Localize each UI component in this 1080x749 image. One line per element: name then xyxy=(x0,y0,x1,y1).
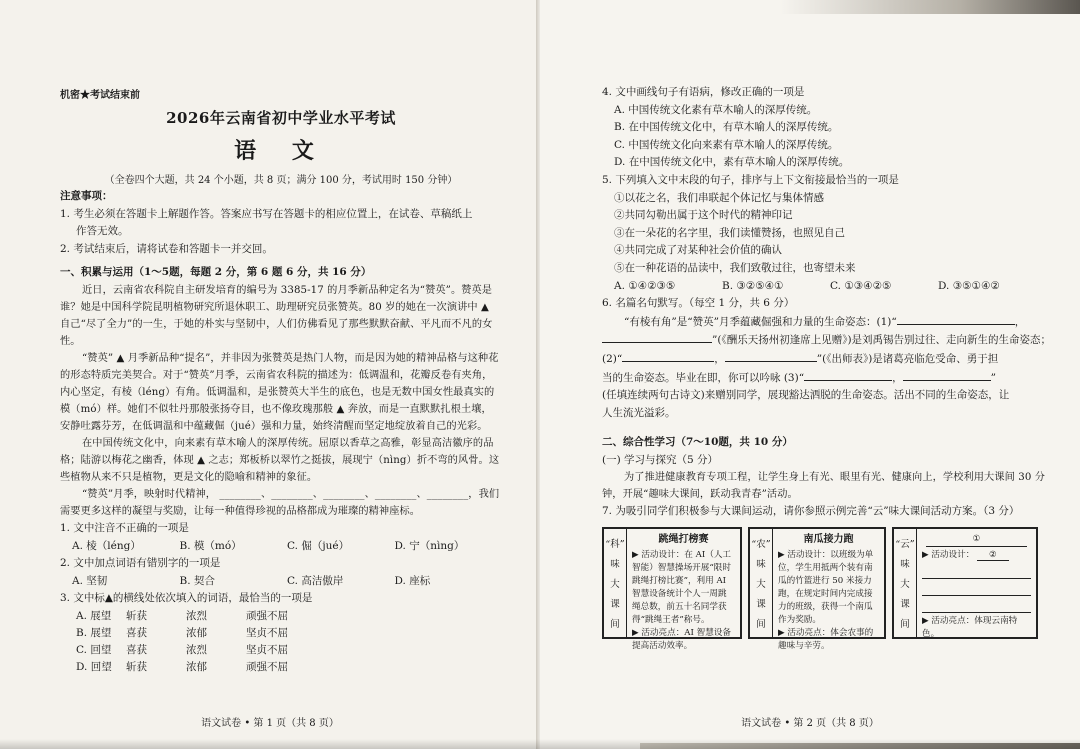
question-3: 3. 文中标▲的横线处依次填入的词语，最恰当的一项是 xyxy=(60,592,313,605)
sentence-item: ④共同完成了对某种社会价值的确认 xyxy=(614,244,782,257)
option-cell: A. 展望 xyxy=(76,609,112,622)
question-7: 7. 为吸引同学们积极参与大课间运动，请你参照示例完善“云”味大课间活动方案。（3 分） xyxy=(602,505,1020,518)
option-a: A. 棱（léng） xyxy=(72,539,141,552)
subject-title: 语 文 xyxy=(234,138,328,164)
page-footer: 语文试卷 • 第 1 页（共 8 页） xyxy=(201,718,339,729)
note-2: 2. 考试结束后，请将试卷和答题卡一并交回。 xyxy=(60,242,273,255)
question-2-options xyxy=(60,573,502,591)
answer-blank-1b[interactable] xyxy=(602,331,712,343)
option-cell: B. 展望 xyxy=(76,626,112,639)
option-cell: 顽强不屈 xyxy=(246,609,288,622)
option-a: A. ①④②③⑤ xyxy=(614,279,676,292)
q6-line-6: 人生流光溢彩。 xyxy=(602,406,676,419)
option-b: B. ③②⑤④① xyxy=(722,279,784,292)
activity-card-farm xyxy=(748,527,886,652)
activity-card-tech xyxy=(602,527,742,652)
card-side-label: “云” 味 大 课 间 xyxy=(894,529,917,637)
option-b: B. 契合 xyxy=(179,574,215,587)
answer-line[interactable] xyxy=(922,564,1031,579)
exam-title: 2026年云南省初中学业水平考试 xyxy=(166,109,396,127)
section-2-heading: 二、综合性学习（7～10题，共 10 分） xyxy=(602,436,793,449)
question-1: 1. 文中注音不正确的一项是 xyxy=(60,521,189,534)
option-cell: 坚贞不屈 xyxy=(246,643,288,656)
answer-blank-3b[interactable] xyxy=(903,369,991,381)
section-1-heading: 一、积累与运用（1～5题，每题 2 分，第 6 题 6 分，共 16 分） xyxy=(60,266,372,279)
option-cell: 喜获 xyxy=(126,643,147,656)
answer-blank-1a[interactable] xyxy=(897,313,1015,325)
activity-card-yunnan xyxy=(892,527,1038,639)
option-cell: 浓烈 xyxy=(186,643,207,656)
option-c: C. 中国传统文化向来素有草木喻人的深厚传统。 xyxy=(614,138,839,151)
option-c: C. ①③④②⑤ xyxy=(830,279,892,292)
passage-paragraph-2: “赞英” ▲ 月季新品种“提名”，并非因为张赞英是热门人物，而是因为她的精神品格与这种花的形态特质完美契合。对于“赞英”月季，云南省农科院的描述为：低调温和，花瓣反卷有夹角，内心坚定，有棱（léng）有角。低调温和，是张赞英大半生的底色，也是无数中国女性最真实的模（mó）样。她们不似牡丹那般张扬夺目，也不像玫瑰那般 ▲ 奔放，而是一直默默扎根土壤，安静吐露芬芳，在低调温和中蕴藏倔（jué）强和力量，始终清醒而坚定地绽放着自己的光彩。 xyxy=(60,352,499,432)
card-title: 南瓜接力跑 xyxy=(803,534,854,546)
option-d: D. ③⑤①④② xyxy=(938,279,1000,292)
q6-line-3: (2)“ ， ”(《出师表》)是诸葛亮临危受命、勇于担 xyxy=(602,350,1046,369)
answer-blank-2a[interactable] xyxy=(622,350,714,362)
option-a: A. 中国传统文化素有草木喻人的深厚传统。 xyxy=(614,103,818,116)
page-footer: 语文试卷 • 第 2 页（共 8 页） xyxy=(741,718,879,729)
question-5: 5. 下列填入文中末段的句子，排序与上下文衔接最恰当的一项是 xyxy=(602,173,899,186)
option-d: D. 宁（nìng） xyxy=(394,539,465,552)
option-b: B. 模（mó） xyxy=(179,539,242,552)
passage-paragraph-1: 近日，云南省农科院自主研发培育的编号为 3385-17 的月季新品种定名为“赞英”。赞英是谁？她是中国科学院昆明植物研究所退休职工、助理研究员张赞英。80 岁的她在一次演讲中 ▲ 自己“尽了全力”的一生，于她的朴实与坚韧中，人们仿佛看见了那些默默奋献、平凡而不凡的女性。 xyxy=(60,284,493,347)
page-shadow xyxy=(0,739,1080,749)
answer-blank-2b[interactable] xyxy=(725,350,817,362)
card-title: 跳绳打榜赛 xyxy=(658,534,709,546)
option-cell: D. 回望 xyxy=(76,660,112,673)
activity-plan-table xyxy=(602,527,1046,652)
option-cell: 浓烈 xyxy=(186,609,207,622)
question-4: 4. 文中画线句子有语病，修改正确的一项是 xyxy=(602,86,805,98)
q6-line-2: ”(《酬乐天扬州初逢席上见赠》)是刘禹锡告别过往、走向新生的生命姿态； xyxy=(602,331,1046,350)
question-3-options xyxy=(60,608,502,676)
option-d: D. 座标 xyxy=(394,574,431,587)
sentence-item: ⑤在一种花语的品读中，我们致敬过往，也寄望未来 xyxy=(614,261,856,274)
option-c: C. 倔（jué） xyxy=(287,539,350,552)
card-side-label: “农” 味 大 课 间 xyxy=(750,529,773,637)
card-side-label: “科” 味 大 课 间 xyxy=(604,529,627,637)
answer-line[interactable] xyxy=(922,598,1031,613)
answer-blank-3a[interactable] xyxy=(804,369,892,381)
passage-paragraph-4: “赞英”月季，映射时代精神， ________、________、________、________、________，我们需要更多这样的凝望与奖励，让每一种值得珍视的品格都成为璀璨的精神座标。 xyxy=(60,488,500,517)
option-cell: 顽强不屈 xyxy=(246,660,288,673)
exam-info: （全卷四个大题，共 24 个小题，共 8 页；满分 100 分，考试用时 150 分钟） xyxy=(104,175,458,186)
q6-line-4: 当的生命姿态。毕业在即，你可以吟咏 (3)“ ， ” xyxy=(602,369,1046,388)
intro-paragraph: 为了推进健康教育专项工程，让学生身上有光、眼里有光、健康向上，学校利用大课间 30 分钟，开展“趣味大课间，跃动我青春”活动。 xyxy=(602,472,1046,501)
option-cell: 斩获 xyxy=(126,609,147,622)
option-d: D. 在中国传统文化中，素有草木喻人的深厚传统。 xyxy=(614,156,850,169)
sentence-item: ①以花之名，我们串联起个体记忆与集体情感 xyxy=(614,191,824,204)
passage-paragraph-3: 在中国传统文化中，向来素有草木喻人的深厚传统。屈原以香草之高雅，彰显高洁徽序的品格；陆游以梅花之幽香，体现 ▲ 之志；郑板桥以翠竹之挺拔，展现宁（nìng）折不弯的风骨。这些植物从来不只是植物，更是文化的隐喻和精神的象征。 xyxy=(60,437,500,483)
q6-line-1: “有棱有角”是“赞英”月季蕴藏倔强和力量的生命姿态：(1)“ ， xyxy=(602,313,1046,332)
option-cell: 浓郁 xyxy=(186,660,207,673)
option-cell: 浓郁 xyxy=(186,626,207,639)
background-edge xyxy=(780,0,1080,14)
option-cell: 喜获 xyxy=(126,626,147,639)
option-cell: 斩获 xyxy=(126,660,147,673)
option-a: A. 坚韧 xyxy=(72,574,108,587)
note-1: 1. 考生必须在答题卡上解题作答。答案应书写在答题卡的相应位置上，在试卷、草稿纸上 xyxy=(60,207,473,220)
option-cell: C. 回望 xyxy=(76,643,112,656)
activity-highlight: ▶ 活动亮点：体现云南特色。 xyxy=(922,616,1018,640)
sentence-item: ③在一朵花的名字里，我们读懂赞扬，也照见自己 xyxy=(614,226,845,239)
question-1-options xyxy=(60,538,502,556)
question-5-options xyxy=(602,278,1046,296)
activity-highlight: ▶ 活动亮点：AI 智慧设备提高活动效率。 xyxy=(632,628,732,652)
blank-1-marker[interactable]: ① xyxy=(926,533,1027,547)
option-b: B. 在中国传统文化中，有草木喻人的深厚传统。 xyxy=(614,121,839,134)
exam-page-2 xyxy=(540,0,1080,749)
blank-2-marker[interactable]: ② xyxy=(977,550,1009,561)
notes-title: 注意事项： xyxy=(60,190,113,202)
activity-design: ▶ 活动设计：以班级为单位，学生用抵两个装有南瓜的竹篮进行 50 米接力跑，在规定时间内完成接力的班级，获得一个南瓜作为奖励。 xyxy=(778,550,874,626)
note-1-cont: 作答无效。 xyxy=(76,225,129,238)
activity-design: ▶ 活动设计：在 AI（人工智能）智慧操场开展“限时跳绳打榜比赛”，利用 AI 智慧设备统计个人一周跳绳总数，前五十名同学获得“跳绳王者”称号。 xyxy=(632,550,732,626)
confidential-label: 机密★考试结束前 xyxy=(60,90,140,101)
activity-highlight: ▶ 活动亮点：体会农事的趣味与辛劳。 xyxy=(778,628,874,652)
question-6: 6. 名篇名句默写。（每空 1 分，共 6 分） xyxy=(602,297,795,310)
sentence-item: ②共同勾勒出属于这个时代的精神印记 xyxy=(614,209,793,222)
question-2: 2. 文中加点词语有错别字的一项是 xyxy=(60,557,221,570)
q6-line-5: (任填连续两句古诗文)来赠别同学，展现豁达洒脱的生命姿态。活出不同的生命姿态，让 xyxy=(602,389,1010,402)
answer-line[interactable] xyxy=(922,581,1031,596)
option-c: C. 高洁傲岸 xyxy=(287,574,344,587)
subsection-heading: (一) 学习与探究（5 分） xyxy=(602,453,719,466)
activity-design: ▶ 活动设计： ② xyxy=(922,549,1031,562)
option-cell: 坚贞不屈 xyxy=(246,626,288,639)
